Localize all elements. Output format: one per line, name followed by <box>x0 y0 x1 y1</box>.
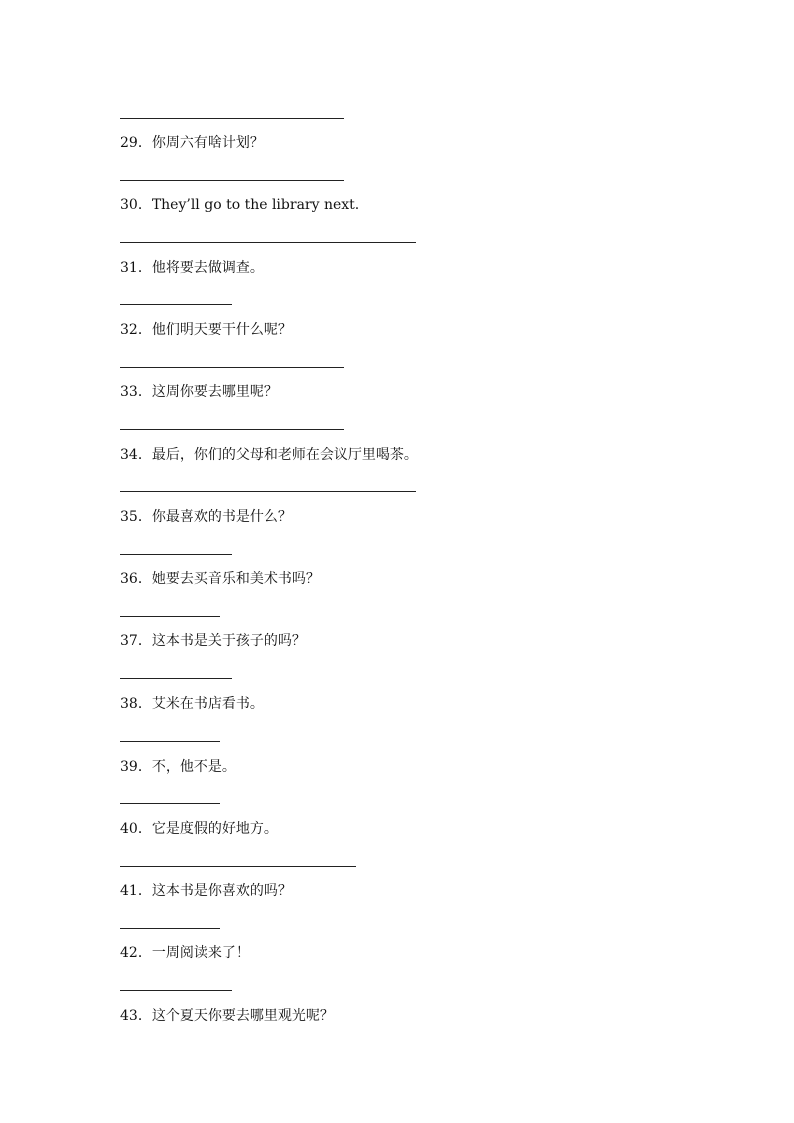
question-text: 不，他不是。 <box>151 759 236 775</box>
question-38 <box>120 695 264 713</box>
question-number: 38． <box>120 696 152 712</box>
question-number: 29． <box>120 135 152 151</box>
answer-line <box>120 304 232 305</box>
question-number: 34． <box>120 447 152 463</box>
answer-line <box>120 491 416 492</box>
question-text: 她要去买音乐和美术书吗？ <box>151 571 320 587</box>
answer-line <box>120 180 344 181</box>
question-text: 这个夏天你要去哪里观光呢？ <box>151 1008 334 1024</box>
question-number: 35． <box>120 509 152 525</box>
question-number: 33． <box>120 384 152 400</box>
answer-line <box>120 429 344 430</box>
question-number: 39． <box>120 759 152 775</box>
question-33 <box>120 383 278 401</box>
question-37 <box>120 632 306 650</box>
question-text: 你周六有啥计划？ <box>151 135 264 151</box>
question-31 <box>120 259 264 277</box>
answer-line <box>120 118 344 119</box>
question-42 <box>120 944 250 962</box>
question-29 <box>120 134 264 152</box>
question-number: 32． <box>120 322 152 338</box>
answer-line <box>120 616 220 617</box>
answer-line <box>120 928 220 929</box>
question-41 <box>120 882 292 900</box>
question-number: 37． <box>120 633 152 649</box>
question-number: 43． <box>120 1008 152 1024</box>
answer-line <box>120 803 220 804</box>
question-text: They’ll go to the library next. <box>151 197 360 213</box>
question-number: 41． <box>120 883 152 899</box>
question-text: 这周你要去哪里呢？ <box>151 384 278 400</box>
question-30 <box>120 196 359 214</box>
question-40 <box>120 820 278 838</box>
question-text: 这本书是关于孩子的吗？ <box>151 633 306 649</box>
question-43 <box>120 1007 334 1025</box>
question-36 <box>120 570 320 588</box>
question-number: 42． <box>120 945 152 961</box>
question-text: 你最喜欢的书是什么？ <box>151 509 292 525</box>
question-text: 它是度假的好地方。 <box>151 821 278 837</box>
answer-line <box>120 242 416 243</box>
question-32 <box>120 321 292 339</box>
question-35 <box>120 508 292 526</box>
answer-line <box>120 367 344 368</box>
answer-line <box>120 990 232 991</box>
question-34 <box>120 446 418 464</box>
question-number: 31． <box>120 260 152 276</box>
question-39 <box>120 758 236 776</box>
question-text: 他将要去做调查。 <box>151 260 264 276</box>
question-text: 最后，你们的父母和老师在会议厅里喝茶。 <box>151 447 418 463</box>
answer-line <box>120 678 232 679</box>
question-number: 40． <box>120 821 152 837</box>
question-text: 这本书是你喜欢的吗？ <box>151 883 292 899</box>
answer-line <box>120 741 220 742</box>
question-text: 他们明天要干什么呢？ <box>151 322 292 338</box>
question-text: 艾米在书店看书。 <box>151 696 264 712</box>
question-number: 36． <box>120 571 152 587</box>
question-text: 一周阅读来了！ <box>151 945 250 961</box>
answer-line <box>120 554 232 555</box>
question-number: 30． <box>120 197 152 213</box>
answer-line <box>120 866 356 867</box>
